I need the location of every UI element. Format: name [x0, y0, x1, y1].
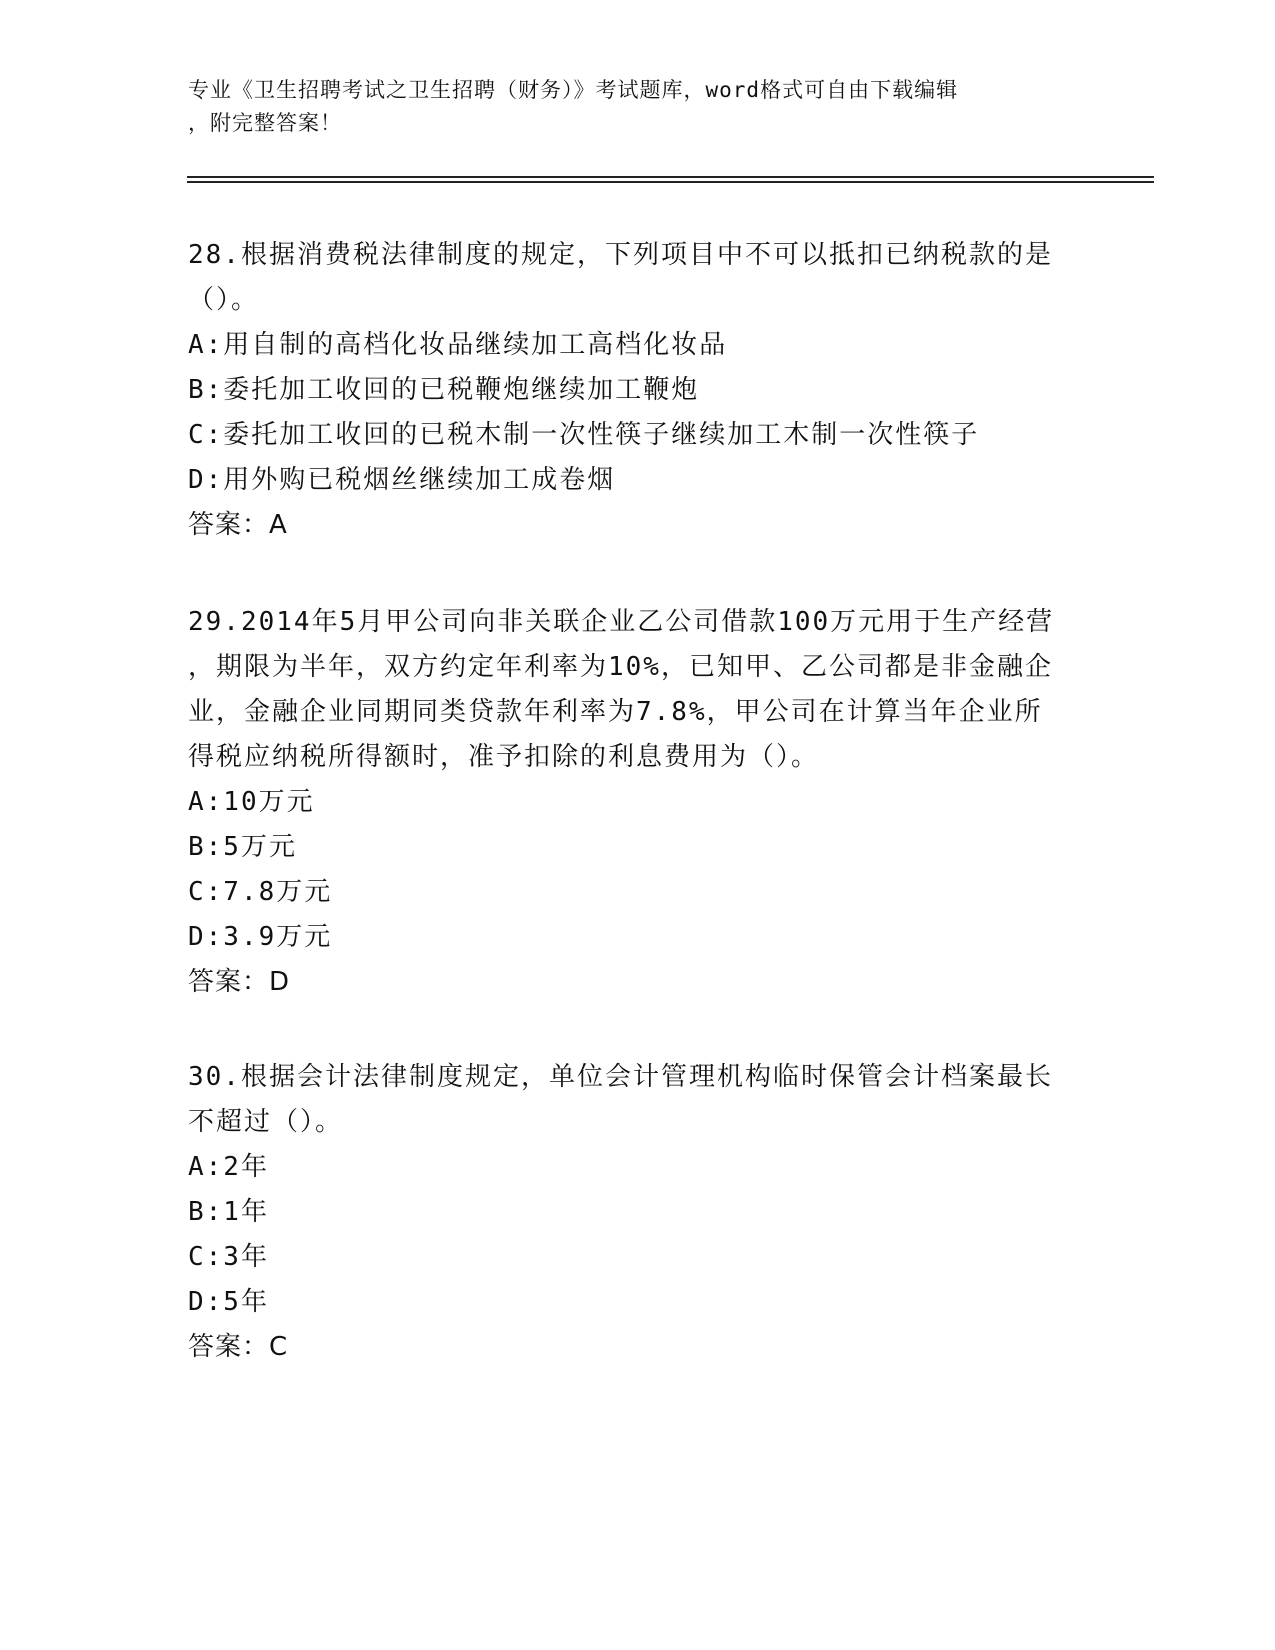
- option-b: B:5万元: [188, 832, 297, 862]
- question-28: [188, 233, 1088, 548]
- question-stem-line: （）。: [188, 285, 260, 315]
- question-stem-line: ，期限为半年，双方约定年利率为10%，已知甲、乙公司都是非金融企: [188, 652, 1053, 682]
- answer-line: 答案：A: [188, 510, 288, 540]
- question-stem-line: 30.根据会计法律制度规定，单位会计管理机构临时保管会计档案最长: [188, 1062, 1053, 1092]
- question-stem-line: 28.根据消费税法律制度的规定，下列项目中不可以抵扣已纳税款的是: [188, 240, 1053, 270]
- option-a: A:10万元: [188, 787, 315, 817]
- option-c: C:7.8万元: [188, 877, 333, 907]
- document-header: [188, 74, 1068, 140]
- question-stem-line: 29.2014年5月甲公司向非关联企业乙公司借款100万元用于生产经营: [188, 607, 1055, 637]
- question-30: [188, 1055, 1088, 1370]
- option-a: A:用自制的高档化妆品继续加工高档化妆品: [188, 330, 728, 360]
- question-stem-line: 业，金融企业同期同类贷款年利率为7.8%，甲公司在计算当年企业所: [188, 697, 1043, 727]
- option-d: D:5年: [188, 1287, 269, 1317]
- option-b: B:1年: [188, 1197, 269, 1227]
- question-29: [188, 600, 1088, 1005]
- header-line-1: 专业《卫生招聘考试之卫生招聘（财务）》考试题库，word格式可自由下载编辑: [188, 78, 959, 102]
- answer-line: 答案：D: [188, 967, 291, 997]
- header-line-2: ，附完整答案！: [188, 111, 342, 135]
- option-c: C:3年: [188, 1242, 269, 1272]
- header-divider-top: [187, 176, 1154, 178]
- header-divider-bottom: [187, 181, 1154, 183]
- answer-line: 答案：C: [188, 1332, 289, 1362]
- option-d: D:3.9万元: [188, 922, 333, 952]
- question-stem-line: 得税应纳税所得额时，准予扣除的利息费用为（）。: [188, 742, 820, 772]
- option-d: D:用外购已税烟丝继续加工成卷烟: [188, 465, 616, 495]
- option-c: C:委托加工收回的已税木制一次性筷子继续加工木制一次性筷子: [188, 420, 980, 450]
- option-a: A:2年: [188, 1152, 269, 1182]
- option-b: B:委托加工收回的已税鞭炮继续加工鞭炮: [188, 375, 700, 405]
- question-stem-line: 不超过（）。: [188, 1107, 344, 1137]
